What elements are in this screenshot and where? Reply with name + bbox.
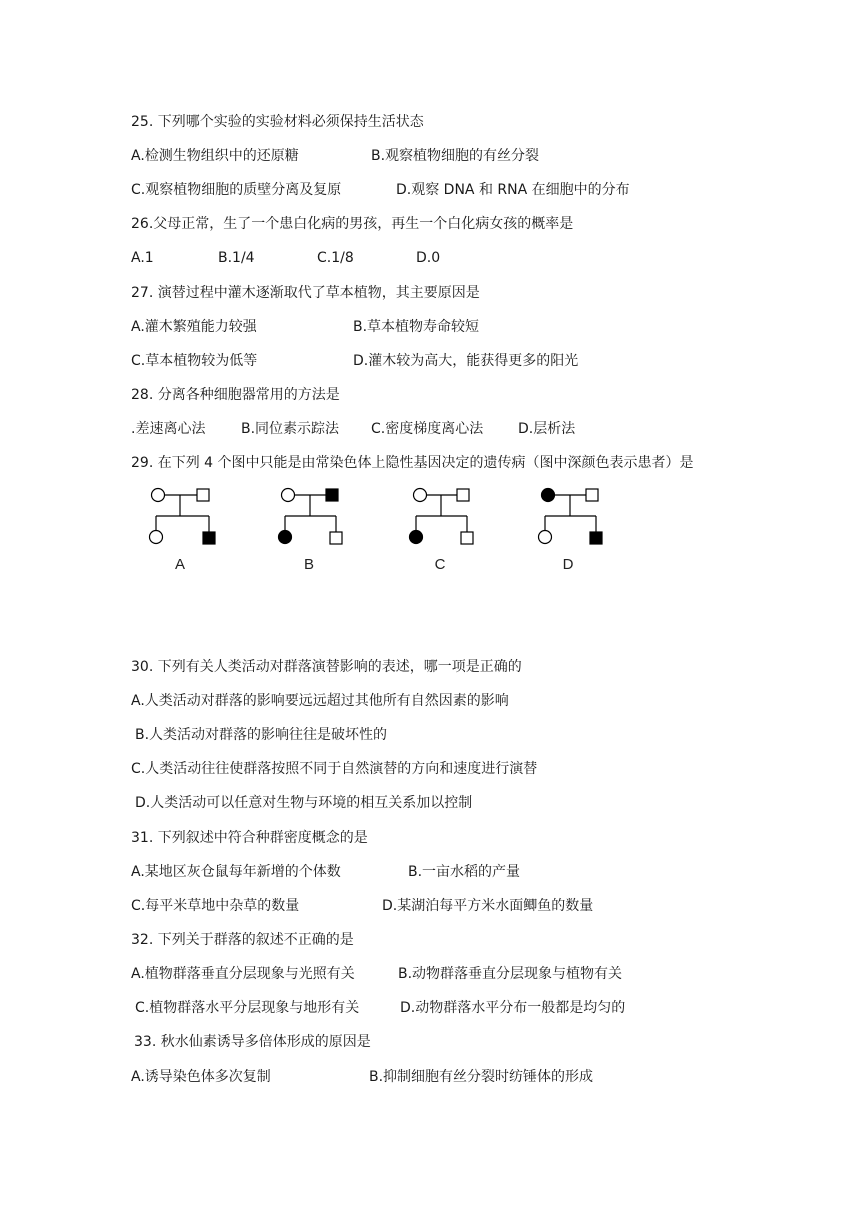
q32-stem: 32. 下列关于群落的叙述不正确的是 bbox=[131, 932, 354, 948]
q25-option-b: B.观察植物细胞的有丝分裂 bbox=[371, 148, 540, 164]
q30-stem: 30. 下列有关人类活动对群落演替影响的表述，哪一项是正确的 bbox=[131, 659, 522, 675]
q25-stem: 25. 下列哪个实验的实验材料必须保持生活状态 bbox=[131, 114, 424, 130]
pedigree-b bbox=[279, 489, 343, 545]
q26-option-b: B.1/4 bbox=[218, 250, 255, 266]
q31-option-d: D.某湖泊每平方米水面鲫鱼的数量 bbox=[382, 898, 594, 914]
q26-option-c: C.1/8 bbox=[317, 250, 354, 266]
q33-option-b: B.抑制细胞有丝分裂时纺锤体的形成 bbox=[369, 1069, 594, 1085]
pedigree-d bbox=[539, 489, 603, 545]
pedigree-c-mother bbox=[414, 489, 427, 502]
q31-option-c: C.每平米草地中杂草的数量 bbox=[131, 898, 300, 914]
pedigree-figure bbox=[0, 478, 865, 588]
pedigree-d-father bbox=[586, 489, 598, 501]
pedigree-d-mother bbox=[542, 489, 555, 502]
q27-option-b: B.草本植物寿命较短 bbox=[353, 319, 480, 335]
q32-option-b: B.动物群落垂直分层现象与植物有关 bbox=[398, 966, 623, 982]
pedigree-b-mother bbox=[282, 489, 295, 502]
q31-option-a: A.某地区灰仓鼠每年新增的个体数 bbox=[131, 864, 341, 880]
pedigree-a-daughter bbox=[150, 531, 163, 544]
pedigree-c-daughter bbox=[410, 531, 423, 544]
pedigree-c-father bbox=[457, 489, 469, 501]
pedigree-label-b: B bbox=[303, 556, 315, 573]
q28-option-a: .差速离心法 bbox=[131, 421, 206, 437]
pedigree-c bbox=[410, 489, 474, 545]
pedigree-b-father bbox=[326, 489, 338, 501]
q30-option-d: D.人类活动可以任意对生物与环境的相互关系加以控制 bbox=[135, 795, 473, 811]
pedigree-a bbox=[150, 489, 216, 545]
pedigree-a-father bbox=[197, 489, 209, 501]
pedigree-d-son bbox=[590, 532, 602, 544]
q31-option-b: B.一亩水稻的产量 bbox=[408, 864, 521, 880]
q27-option-c: C.草本植物较为低等 bbox=[131, 353, 258, 369]
q27-option-d: D.灌木较为高大，能获得更多的阳光 bbox=[353, 353, 579, 369]
q26-option-d: D.0 bbox=[416, 250, 441, 266]
q27-stem: 27. 演替过程中灌木逐渐取代了草本植物，其主要原因是 bbox=[131, 285, 480, 301]
q25-option-a: A.检测生物组织中的还原糖 bbox=[131, 148, 299, 164]
q31-stem: 31. 下列叙述中符合种群密度概念的是 bbox=[131, 830, 368, 846]
q33-stem: 33. 秋水仙素诱导多倍体形成的原因是 bbox=[134, 1034, 371, 1050]
q32-option-d: D.动物群落水平分布一般都是均匀的 bbox=[400, 1000, 626, 1016]
q25-option-d: D.观察 DNA 和 RNA 在细胞中的分布 bbox=[396, 182, 630, 198]
q30-option-c: C.人类活动往往使群落按照不同于自然演替的方向和速度进行演替 bbox=[131, 761, 538, 777]
pedigree-label-c: C bbox=[434, 556, 446, 573]
q29-stem: 29. 在下列 4 个图中只能是由常染色体上隐性基因决定的遗传病（图中深颜色表示患者）是 bbox=[131, 455, 694, 471]
pedigree-a-son bbox=[203, 532, 215, 544]
q26-option-a: A.1 bbox=[131, 250, 154, 266]
pedigree-a-mother bbox=[152, 489, 165, 502]
q25-option-c: C.观察植物细胞的质壁分离及复原 bbox=[131, 182, 342, 198]
q28-option-d: D.层析法 bbox=[518, 421, 576, 437]
pedigree-label-a: A bbox=[174, 556, 186, 573]
pedigree-c-son bbox=[461, 532, 473, 544]
q32-option-a: A.植物群落垂直分层现象与光照有关 bbox=[131, 966, 355, 982]
pedigree-b-daughter bbox=[279, 531, 292, 544]
q26-stem: 26.父母正常，生了一个患白化病的男孩，再生一个白化病女孩的概率是 bbox=[131, 216, 574, 232]
pedigree-d-daughter bbox=[539, 531, 552, 544]
pedigree-label-d: D bbox=[562, 556, 574, 573]
q30-option-b: B.人类活动对群落的影响往往是破坏性的 bbox=[135, 727, 388, 743]
q28-option-b: B.同位素示踪法 bbox=[241, 421, 340, 437]
q33-option-a: A.诱导染色体多次复制 bbox=[131, 1069, 271, 1085]
q27-option-a: A.灌木繁殖能力较强 bbox=[131, 319, 257, 335]
q32-option-c: C.植物群落水平分层现象与地形有关 bbox=[135, 1000, 360, 1016]
q28-stem: 28. 分离各种细胞器常用的方法是 bbox=[131, 387, 340, 403]
pedigree-b-son bbox=[330, 532, 342, 544]
q30-option-a: A.人类活动对群落的影响要远远超过其他所有自然因素的影响 bbox=[131, 693, 509, 709]
q28-option-c: C.密度梯度离心法 bbox=[371, 421, 484, 437]
